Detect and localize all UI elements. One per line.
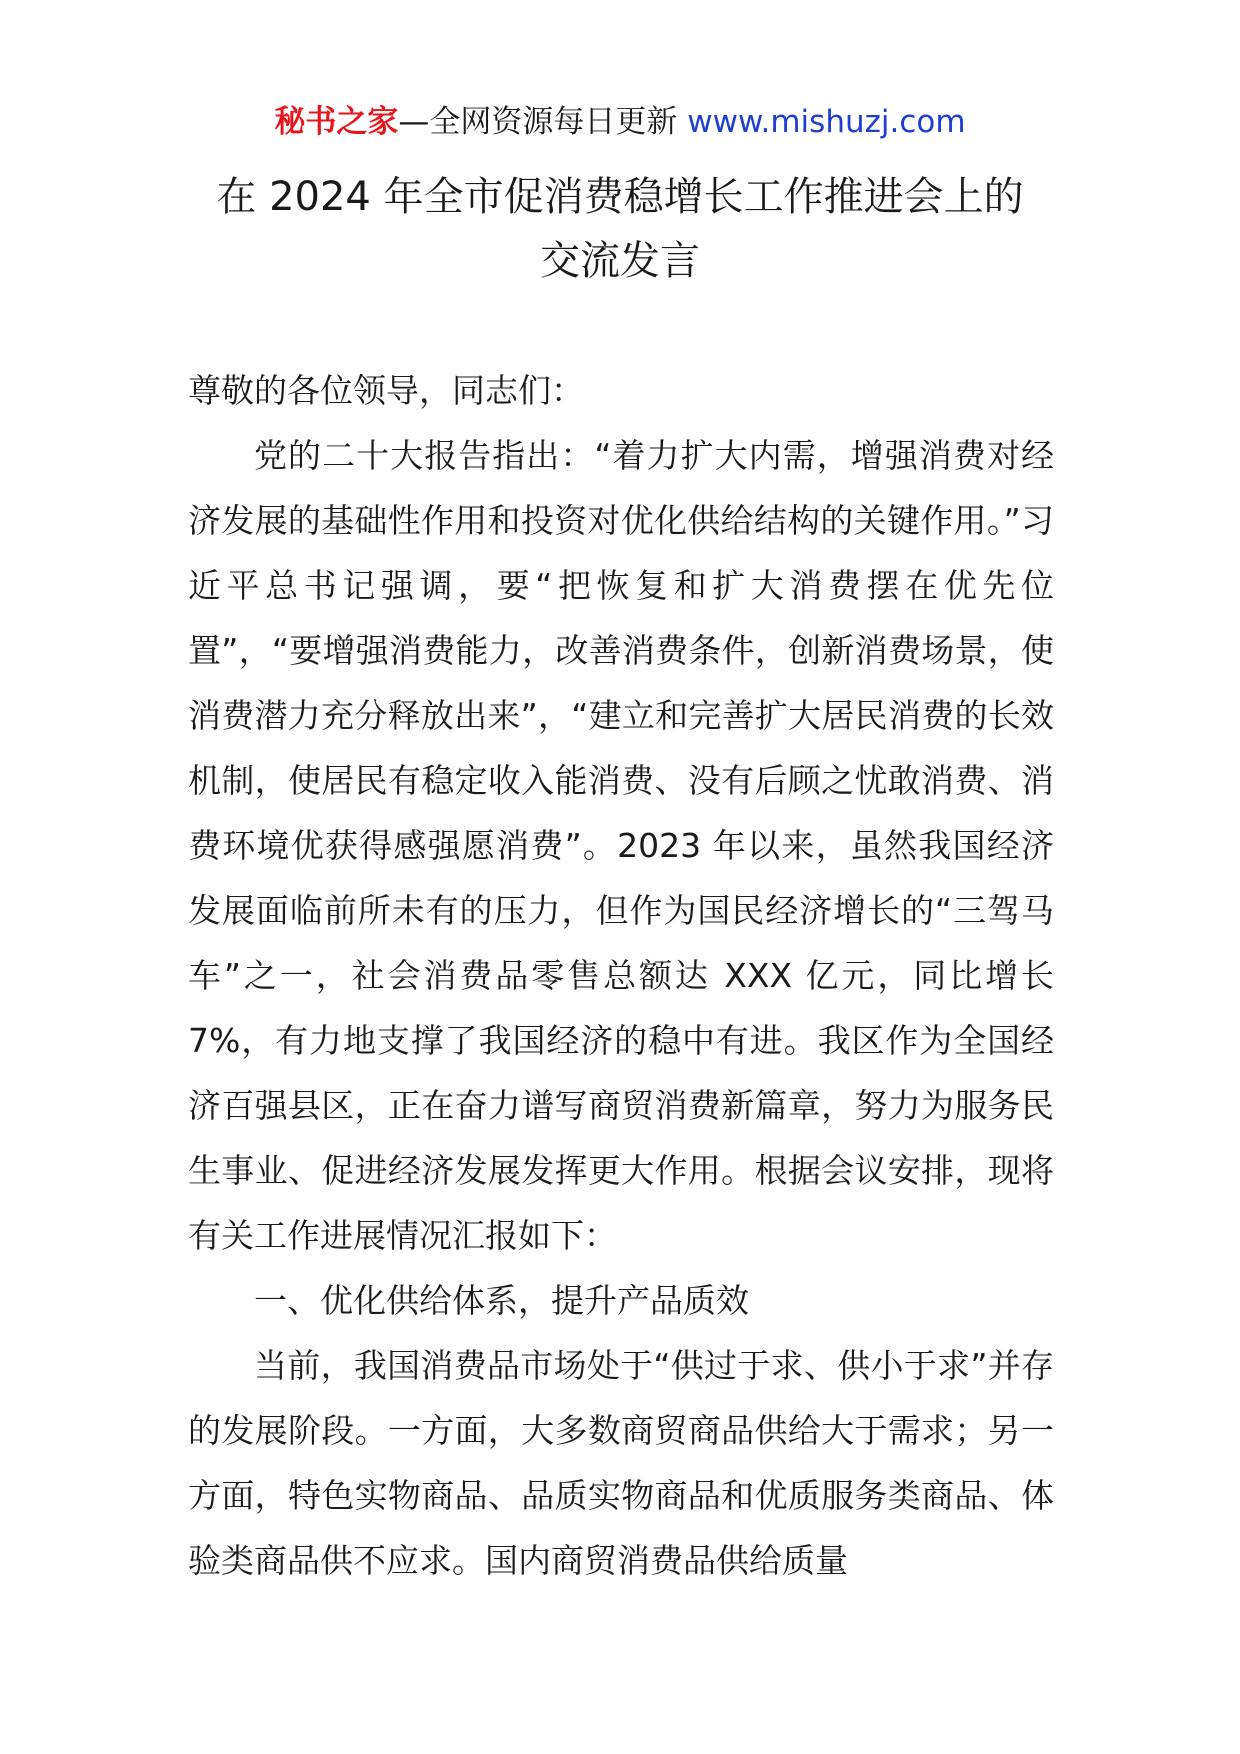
title-line-1: 在 2024 年全市促消费稳增长工作推进会上的 xyxy=(216,174,1024,220)
document-body xyxy=(188,358,1054,1593)
site-url-link[interactable]: www.mishuzj.com xyxy=(687,104,966,140)
title-line-2: 交流发言 xyxy=(540,238,700,284)
section-heading-1: 一、优化供给体系，提升产品质效 xyxy=(254,1281,749,1320)
paragraph-intro: 党的二十大报告指出：“着力扩大内需，增强消费对经济发展的基础性作用和投资对优化供给结构的关键作用。”习近平总书记强调，要“把恢复和扩大消费摆在优先位置”，“要增强消费能力，改善消费条件，创新消费场景，使消费潜力充分释放出来”，“建立和完善扩大居民消费的长效机制，使居民有稳定收入能消费、没有后顾之忧敢消费、消费环境优获得感强愿消费”。2023 年以来，虽然我国经济发展面临前所未有的压力，但作为国民经济增长的“三驾马车”之一，社会消费品零售总额达 XXX 亿元，同比增长 7%，有力地支撑了我国经济的稳中有进。我区作为全国经济百强县区，正在奋力谱写商贸消费新篇章，努力为服务民生事业、促进经济发展发挥更大作用。根据会议安排，现将有关工作进展情况汇报如下： xyxy=(188,436,1054,1255)
document-title xyxy=(0,165,1240,293)
paragraph-section-1: 当前，我国消费品市场处于“供过于求、供小于求”并存的发展阶段。一方面，大多数商贸商品供给大于需求；另一方面，特色实物商品、品质实物商品和优质服务类商品、体验类商品供不应求。国内商贸消费品供给质量 xyxy=(188,1346,1054,1580)
site-brand: 秘书之家 xyxy=(274,104,399,140)
site-header xyxy=(0,100,1240,144)
salutation: 尊敬的各位领导，同志们： xyxy=(188,371,584,410)
site-tagline: —全网资源每日更新 xyxy=(398,104,688,140)
